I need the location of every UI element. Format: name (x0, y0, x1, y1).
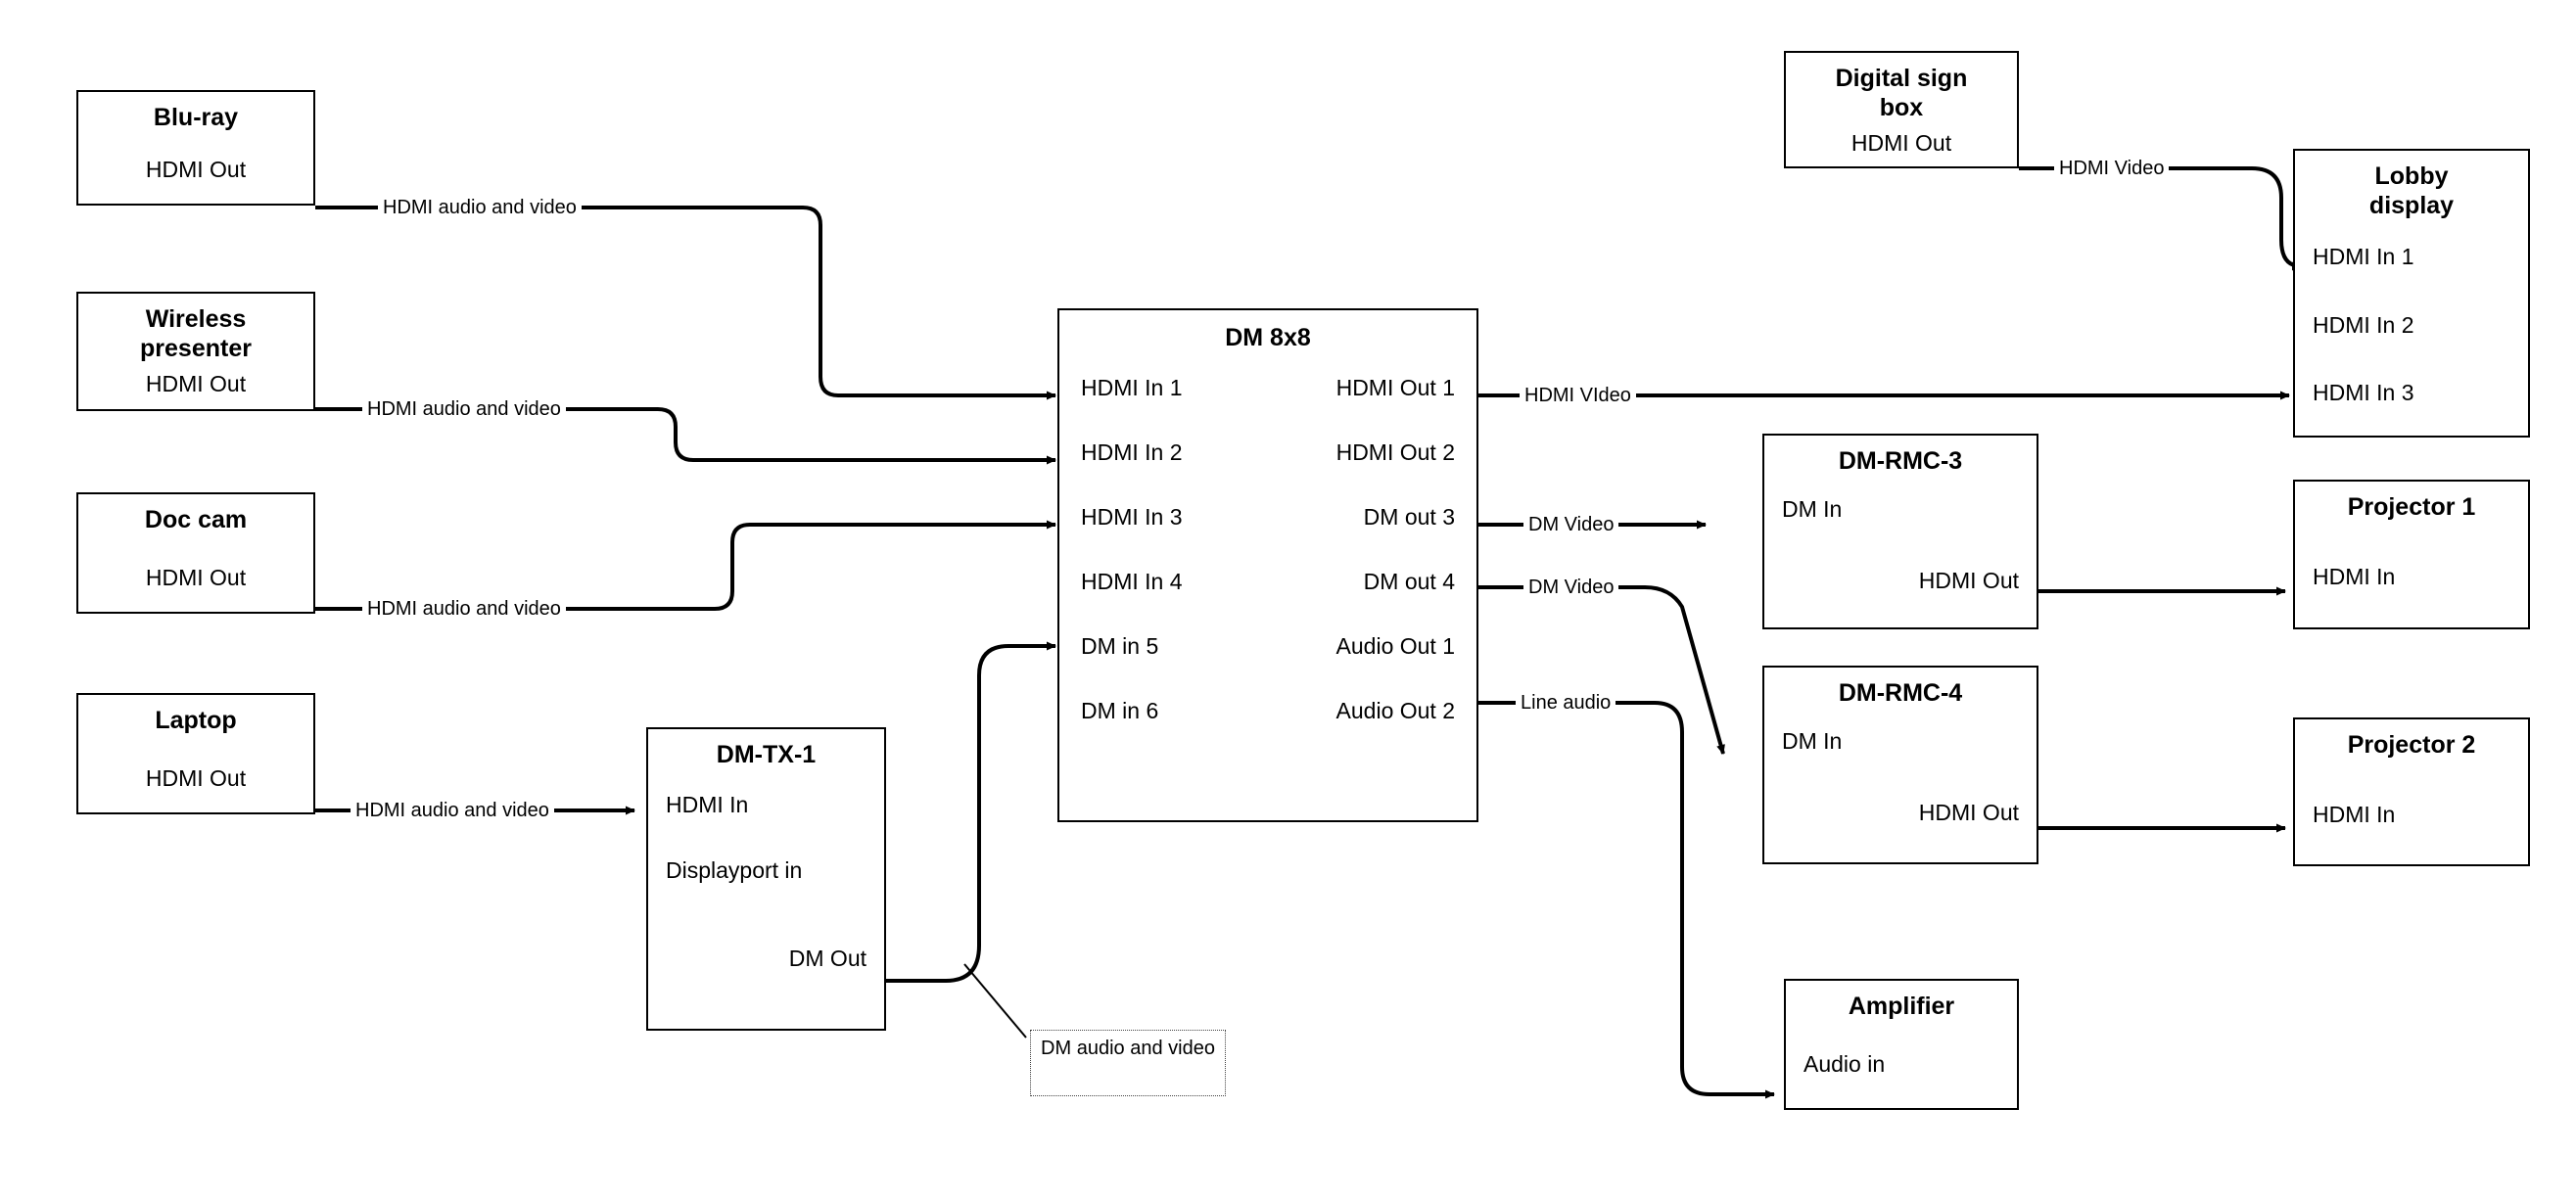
node-wireless-title-line2: presenter (140, 334, 252, 362)
port-rmc3-dm-in[interactable]: DM In (1782, 495, 1843, 522)
port-tx-dm-out[interactable]: DM Out (788, 945, 866, 971)
port-wireless-hdmi-out[interactable]: HDMI Out (145, 371, 247, 396)
node-wireless-presenter[interactable] (76, 292, 315, 411)
node-rmc3-title: DM-RMC-3 (1838, 447, 1963, 475)
port-dm-hdmi-in-2[interactable]: HDMI In 2 (1081, 439, 1183, 465)
node-amplifier[interactable] (1784, 979, 2019, 1110)
port-dm-hdmi-out-1[interactable]: HDMI Out 1 (1335, 374, 1455, 400)
wire-bluray-to-dm-in1 (315, 208, 1055, 395)
wire-note-leader (964, 964, 1026, 1038)
node-dmtx1-title: DM-TX-1 (716, 741, 817, 768)
label-bluray-link: HDMI audio and video (378, 196, 582, 219)
node-doc-cam[interactable] (76, 492, 315, 614)
node-proj1-title: Projector 1 (2347, 493, 2476, 521)
node-digital-sign-box[interactable] (1784, 51, 2019, 168)
port-signbox-hdmi-out[interactable]: HDMI Out (1850, 130, 1952, 156)
label-hdmi-out1-link: HDMI VIdeo (1520, 384, 1636, 407)
port-dm-in-6[interactable]: DM in 6 (1081, 697, 1159, 723)
node-dm-8x8[interactable] (1057, 308, 1478, 822)
note-dm-audio-video: DM audio and video (1030, 1030, 1226, 1096)
node-lobby-title-line2: display (2368, 191, 2455, 219)
node-dm-tx-1[interactable] (646, 727, 886, 1031)
wire-dm-audio-to-amp (1478, 703, 1774, 1094)
label-audio-out1-link: Line audio (1516, 691, 1616, 715)
label-dm-out4-link: DM Video (1523, 576, 1618, 599)
node-proj2-title: Projector 2 (2347, 731, 2476, 759)
node-signbox-title-line1: Digital sign (1835, 65, 1968, 92)
port-tx-displayport-in[interactable]: Displayport in (666, 857, 803, 884)
node-signbox-title-line2: box (1879, 93, 1924, 121)
port-dm-hdmi-in-4[interactable]: HDMI In 4 (1081, 568, 1183, 594)
port-rmc4-dm-in[interactable]: DM In (1782, 727, 1843, 754)
port-laptop-hdmi-out[interactable]: HDMI Out (145, 764, 247, 791)
node-bluray-title: Blu-ray (153, 104, 239, 131)
node-rmc4-title: DM-RMC-4 (1838, 679, 1963, 707)
wire-tx-to-dm-in5 (886, 646, 1055, 981)
port-lobby-hdmi-in-2[interactable]: HDMI In 2 (2313, 311, 2414, 338)
port-dm-out-4[interactable]: DM out 4 (1363, 568, 1455, 594)
port-proj1-hdmi-in[interactable]: HDMI In (2313, 563, 2396, 589)
port-dm-hdmi-in-1[interactable]: HDMI In 1 (1081, 374, 1183, 400)
node-amp-title: Amplifier (1848, 993, 1955, 1020)
label-laptop-link: HDMI audio and video (351, 799, 554, 822)
node-laptop[interactable] (76, 693, 315, 814)
port-amp-audio-in[interactable]: Audio in (1803, 1050, 1886, 1077)
wire-dm-out4-to-rmc4 (1478, 587, 1723, 754)
node-dm-rmc-3[interactable] (1762, 434, 2038, 629)
port-dm-in-5[interactable]: DM in 5 (1081, 632, 1159, 659)
port-bluray-hdmi-out[interactable]: HDMI Out (145, 156, 247, 182)
wire-signbox-to-lobby-in1 (2019, 168, 2301, 266)
port-dm-out-3[interactable]: DM out 3 (1363, 503, 1455, 530)
port-lobby-hdmi-in-1[interactable]: HDMI In 1 (2313, 244, 2414, 269)
port-tx-hdmi-in[interactable]: HDMI In (666, 791, 749, 817)
port-rmc4-hdmi-out[interactable]: HDMI Out (1918, 800, 2019, 826)
node-lobby-display[interactable] (2293, 149, 2530, 438)
port-dm-audio-out-1[interactable]: Audio Out 1 (1335, 632, 1455, 659)
node-lobby-title-line1: Lobby (2374, 162, 2449, 190)
node-dm8x8-title: DM 8x8 (1225, 324, 1311, 351)
port-dm-hdmi-in-3[interactable]: HDMI In 3 (1081, 503, 1183, 530)
port-dm-hdmi-out-2[interactable]: HDMI Out 2 (1335, 439, 1455, 465)
node-laptop-title: Laptop (155, 707, 237, 734)
node-projector-1[interactable] (2293, 480, 2530, 629)
node-projector-2[interactable] (2293, 717, 2530, 866)
label-doccam-link: HDMI audio and video (362, 597, 566, 621)
node-bluray[interactable] (76, 90, 315, 206)
node-dm-rmc-4[interactable] (1762, 666, 2038, 864)
port-lobby-hdmi-in-3[interactable]: HDMI In 3 (2313, 380, 2414, 406)
port-dm-audio-out-2[interactable]: Audio Out 2 (1335, 697, 1455, 723)
port-rmc3-hdmi-out[interactable]: HDMI Out (1918, 568, 2019, 594)
label-dm-out3-link: DM Video (1523, 513, 1618, 536)
label-wireless-link: HDMI audio and video (362, 397, 566, 421)
node-doccam-title: Doc cam (144, 506, 248, 533)
node-wireless-title-line1: Wireless (145, 305, 247, 333)
label-signbox-link: HDMI Video (2054, 157, 2169, 180)
port-proj2-hdmi-in[interactable]: HDMI In (2313, 801, 2396, 827)
port-doccam-hdmi-out[interactable]: HDMI Out (145, 564, 247, 590)
